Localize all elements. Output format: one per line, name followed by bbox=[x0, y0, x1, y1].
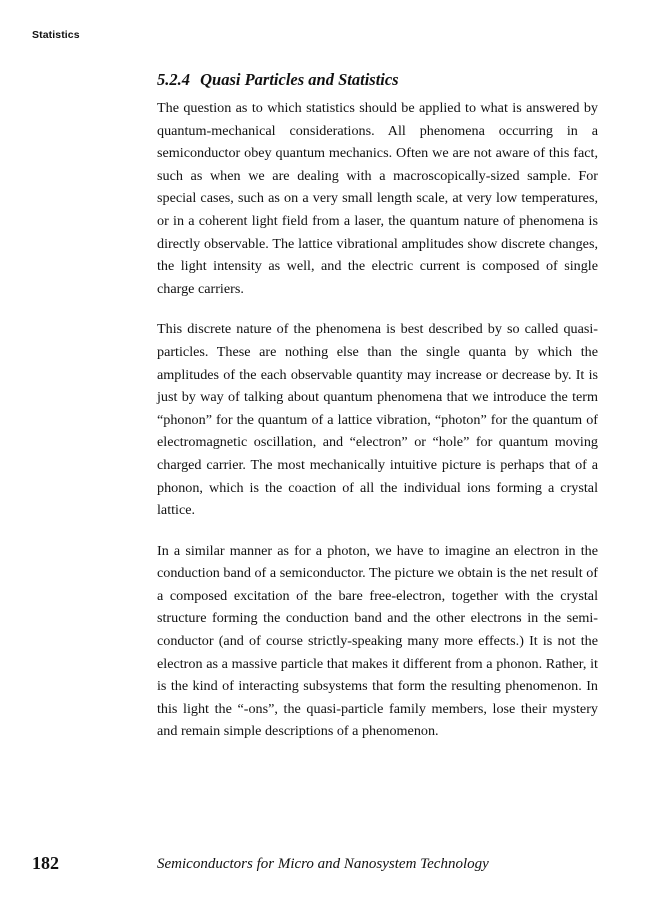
paragraph: The question as to which statistics should be applied to what is answered by quantum-mechanical considerations. All phenomena occurring in a semiconductor obey quantum mechanics. Often we are not aware of this fact, such as when we are dealing with a macroscopically-sized sample. For special cases, such as on a very small length scale, at very low temperatures, or in a coherent light field from a laser, the quantum nature of phenomena is directly observable. The lattice vibrational amplitudes show discrete changes, the light intensity as well, and the electric current is composed of single charge carriers. bbox=[157, 100, 598, 297]
paragraph: In a similar manner as for a photon, we have to imagine an electron in the conduction band of a semiconductor. The picture we obtain is the net result of a composed excitation of the bare free-electron, together with the crystal structure forming the conduction band and the other electrons in the semi-conductor (and of course strictly-speaking many more effects.) It is not the electron as a massive particle that makes it different from a phonon. Rather, it is the kind of interacting subsystems that form the resulting phenomenon. In this light the “-ons”, the quasi-particle family members, lose their mystery and remain simple descriptions of a phenomenon. bbox=[157, 542, 598, 740]
section-heading bbox=[157, 70, 399, 90]
section-title: Quasi Particles and Statistics bbox=[200, 70, 399, 89]
section-number: 5.2.4 bbox=[157, 70, 190, 89]
paragraph: This discrete nature of the phenomena is best described by so called quasi-particles. These are nothing else than the single quanta by which the amplitudes of the each observable quantity may increase or decrease by. It is just by way of talking about quantum phenomena that we introduce the term “phonon” for the quantum of a lattice vibration, “photon” for the quantum of electromagnetic oscillation, and “electron” or “hole” for quantum moving charged carrier. The most mechanically intuitive picture is perhaps that of a phonon, which is the coaction of all the individual ions forming a crystal lattice. bbox=[157, 321, 598, 519]
running-head: Statistics bbox=[32, 29, 80, 41]
book-title: Semiconductors for Micro and Nanosystem Technology bbox=[157, 856, 489, 872]
page-number: 182 bbox=[32, 853, 59, 873]
body-text bbox=[157, 97, 598, 761]
